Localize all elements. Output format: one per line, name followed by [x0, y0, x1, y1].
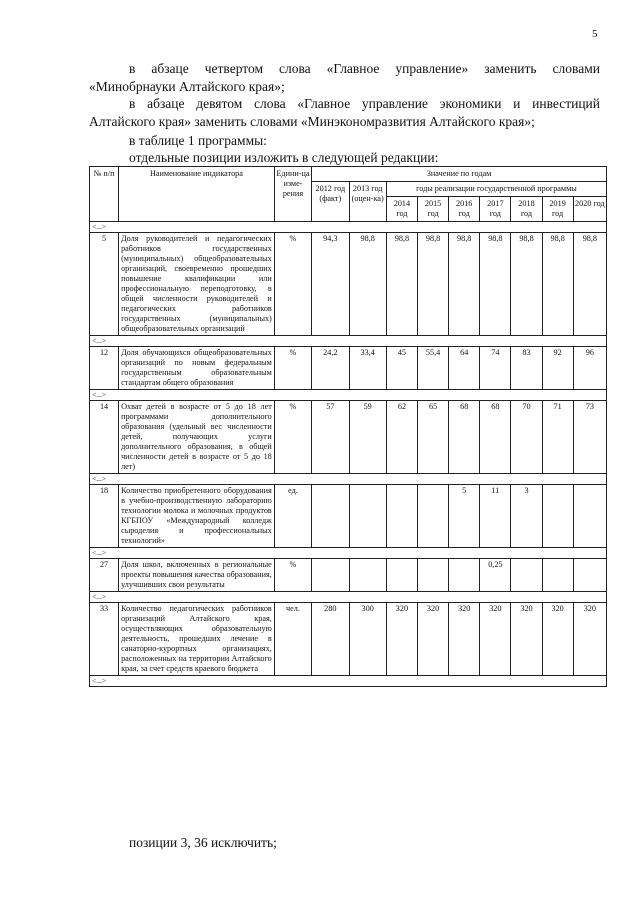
value-cell — [349, 559, 386, 592]
value-cell: 3 — [511, 485, 542, 548]
row-number: 14 — [90, 401, 119, 474]
paragraph-3: в таблице 1 программы: — [129, 133, 267, 148]
row-number: 5 — [90, 233, 119, 336]
value-cell — [542, 559, 573, 592]
ellipsis-row — [90, 336, 607, 347]
value-cell: 98,8 — [542, 233, 573, 336]
indicator-name: Доля школ, включенных в региональные проекты повышения качества образования, улучшивших свои результаты — [119, 559, 275, 592]
header-num: № п/п — [90, 167, 119, 222]
value-cell: 57 — [312, 401, 349, 474]
value-cell: 320 — [418, 603, 449, 676]
ellipsis-row — [90, 548, 607, 559]
value-cell: 98,8 — [386, 233, 417, 336]
value-cell: 0,25 — [480, 559, 511, 592]
header-2015: 2015 год — [418, 197, 449, 222]
value-cell: 83 — [511, 347, 542, 390]
value-cell — [542, 485, 573, 548]
value-cell: 320 — [542, 603, 573, 676]
ellipsis-row — [90, 592, 607, 603]
table-row — [90, 233, 607, 336]
ellipsis-cell: <...> — [90, 222, 607, 233]
unit-cell: % — [274, 559, 311, 592]
value-cell: 320 — [449, 603, 480, 676]
paragraph-1: в абзаце четвертом слова «Главное управление» заменить словами «Минобрнауки Алтайского края»; — [89, 61, 600, 94]
header-2020: 2020 год — [573, 197, 606, 222]
header-values-by-year: Значение по годам — [312, 167, 607, 182]
value-cell: 98,8 — [418, 233, 449, 336]
header-program-years: годы реализации государственной программы — [386, 182, 606, 197]
header-2012: 2012 год (факт) — [312, 182, 349, 222]
value-cell: 320 — [480, 603, 511, 676]
indicator-name: Количество приобретенного оборудования в учебно-производственную лабораторию технологии молока и молочных продуктов КГБПОУ «Международный колледж сыроделия и профессиональных технологий» — [119, 485, 275, 548]
header-2016: 2016 год — [449, 197, 480, 222]
value-cell — [312, 559, 349, 592]
value-cell: 300 — [349, 603, 386, 676]
value-cell: 45 — [386, 347, 417, 390]
value-cell: 33,4 — [349, 347, 386, 390]
value-cell: 71 — [542, 401, 573, 474]
value-cell: 68 — [449, 401, 480, 474]
header-2019: 2019 год — [542, 197, 573, 222]
table-body — [90, 222, 607, 687]
value-cell: 11 — [480, 485, 511, 548]
ellipsis-cell: <...> — [90, 336, 607, 347]
ellipsis-row — [90, 474, 607, 485]
indicator-name: Охват детей в возрасте от 5 до 18 лет программами дополнительного образования (удельный вес численности детей, получающих услуги дополнительного образования, в общей численности детей в возрасте от 5 до 18 лет) — [119, 401, 275, 474]
value-cell: 70 — [511, 401, 542, 474]
ellipsis-row — [90, 222, 607, 233]
unit-cell: % — [274, 401, 311, 474]
row-number: 27 — [90, 559, 119, 592]
header-name: Наименование индикатора — [119, 167, 275, 222]
indicator-name: Доля обучающихся общеобразовательных организаций по новым федеральным государственным образовательным стандартам общего образования — [119, 347, 275, 390]
value-cell: 74 — [480, 347, 511, 390]
table-row — [90, 485, 607, 548]
value-cell — [418, 559, 449, 592]
paragraph-2: в абзаце девятом слова «Главное управление экономики и инвестиций Алтайского края» заменить словами «Минэкономразвития Алтайского края»; — [89, 96, 600, 129]
value-cell: 62 — [386, 401, 417, 474]
value-cell: 98,8 — [349, 233, 386, 336]
row-number: 33 — [90, 603, 119, 676]
value-cell: 5 — [449, 485, 480, 548]
ellipsis-cell: <...> — [90, 676, 607, 687]
table-row — [90, 559, 607, 592]
indicator-name: Количество педагогических работников организаций Алтайского края, осуществляющих образовательную деятельность, прошедших лечение в санаторно-курортных организациях, расположенных на территории Алтайского края, за счет средств краевого бюджета — [119, 603, 275, 676]
value-cell: 73 — [573, 401, 606, 474]
ellipsis-cell: <...> — [90, 592, 607, 603]
unit-cell: % — [274, 347, 311, 390]
unit-cell: % — [274, 233, 311, 336]
value-cell: 320 — [573, 603, 606, 676]
table-row — [90, 347, 607, 390]
value-cell — [511, 559, 542, 592]
value-cell: 96 — [573, 347, 606, 390]
unit-cell: чел. — [274, 603, 311, 676]
header-2018: 2018 год — [511, 197, 542, 222]
unit-cell: ед. — [274, 485, 311, 548]
indicator-name: Доля руководителей и педагогических работников государственных (муниципальных) общеобразовательных организаций, своевременно прошедших повышение квалификации или профессиональную переподготовку, в общей численности руководителей и педагогических работников государственных (муниципальных) общеобразовательных организаций — [119, 233, 275, 336]
value-cell: 320 — [386, 603, 417, 676]
value-cell: 68 — [480, 401, 511, 474]
row-number: 18 — [90, 485, 119, 548]
value-cell: 280 — [312, 603, 349, 676]
value-cell — [386, 559, 417, 592]
header-2014: 2014 год — [386, 197, 417, 222]
value-cell: 92 — [542, 347, 573, 390]
header-2017: 2017 год — [480, 197, 511, 222]
indicators-table — [89, 166, 607, 687]
value-cell: 64 — [449, 347, 480, 390]
value-cell — [418, 485, 449, 548]
value-cell: 98,8 — [573, 233, 606, 336]
header-unit: Едини-ца изме-рения — [274, 167, 311, 222]
value-cell: 320 — [511, 603, 542, 676]
value-cell — [312, 485, 349, 548]
ellipsis-cell: <...> — [90, 474, 607, 485]
ellipsis-cell: <...> — [90, 548, 607, 559]
value-cell — [386, 485, 417, 548]
ellipsis-row — [90, 676, 607, 687]
value-cell — [573, 485, 606, 548]
ellipsis-cell: <...> — [90, 390, 607, 401]
value-cell: 94,3 — [312, 233, 349, 336]
value-cell — [349, 485, 386, 548]
ellipsis-row — [90, 390, 607, 401]
page-number: 5 — [592, 28, 598, 40]
table-row — [90, 401, 607, 474]
value-cell: 65 — [418, 401, 449, 474]
value-cell — [449, 559, 480, 592]
paragraph-4: отдельные позиции изложить в следующей редакции: — [129, 150, 439, 165]
value-cell: 98,8 — [449, 233, 480, 336]
value-cell — [573, 559, 606, 592]
value-cell: 55,4 — [418, 347, 449, 390]
value-cell: 59 — [349, 401, 386, 474]
value-cell: 98,8 — [480, 233, 511, 336]
closing-text: позиции 3, 36 исключить; — [129, 835, 277, 850]
table-row — [90, 603, 607, 676]
value-cell: 98,8 — [511, 233, 542, 336]
value-cell: 24,2 — [312, 347, 349, 390]
row-number: 12 — [90, 347, 119, 390]
header-2013: 2013 год (оцен-ка) — [349, 182, 386, 222]
